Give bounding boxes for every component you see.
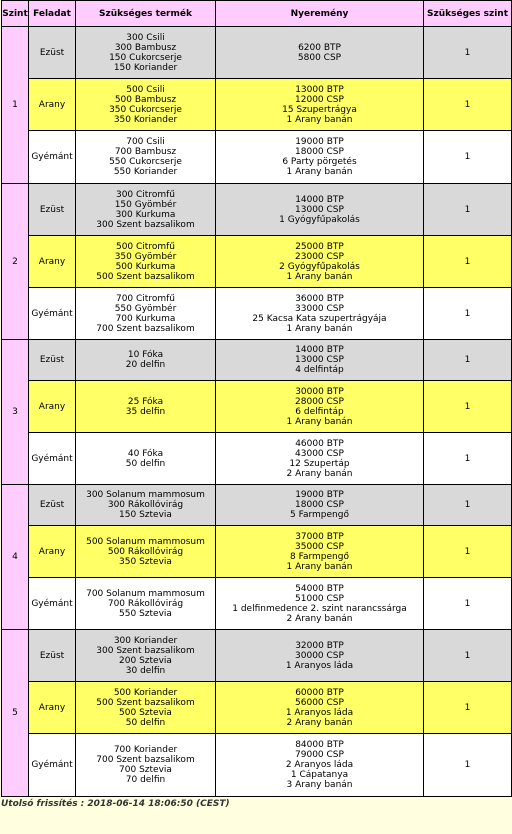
table-row	[2, 288, 512, 340]
required-product: 700 Kurkuma	[115, 313, 176, 324]
reward-item: 6 Party pörgetés	[282, 157, 357, 167]
reward-cell	[216, 526, 424, 578]
required-product: 40 Fóka	[127, 448, 164, 459]
required-product: 150 Sztevia	[119, 510, 172, 520]
reward-item: 79000 CSP	[295, 750, 344, 760]
required-product: 550 Cukorcserje	[109, 157, 182, 167]
table-row	[2, 381, 512, 433]
reward-item: 36000 BTP	[295, 293, 344, 304]
reward-item: 4 delfintáp	[295, 365, 344, 375]
reward-item: 5800 CSP	[297, 52, 342, 63]
required-product: 500 Citromfű	[115, 241, 175, 252]
required-product: 25 Fóka	[127, 396, 164, 407]
task-type-cell: Gyémánt	[29, 131, 76, 184]
reward-item: 3 Arany banán	[286, 780, 353, 790]
task-type-cell: Gyémánt	[29, 578, 76, 630]
task-type-cell: Arany	[29, 526, 76, 578]
reward-item: 1 Aranyos láda	[285, 707, 354, 718]
table-row	[2, 734, 512, 797]
table-row	[2, 27, 512, 79]
required-product: 350 Cukorcserje	[109, 104, 182, 115]
reward-cell	[216, 734, 424, 797]
reward-item: 25000 BTP	[295, 241, 344, 252]
table-row	[2, 578, 512, 630]
reward-item: 2 Arany banán	[286, 468, 353, 479]
reward-cell	[216, 340, 424, 381]
reward-item: 32000 BTP	[295, 640, 344, 651]
required-product: 500 Szent bazsalikom	[96, 271, 195, 282]
required-products-cell	[76, 288, 216, 340]
reward-item: 18000 CSP	[295, 147, 344, 157]
required-product: 70 delfin	[125, 775, 166, 785]
reward-item: 25 Kacsa Kata szupertrágyája	[252, 313, 387, 324]
task-type-cell: Ezüst	[29, 27, 76, 79]
required-product: 350 Gyömbér	[114, 251, 177, 262]
reward-cell	[216, 578, 424, 630]
required-level-cell: 1	[424, 630, 512, 682]
required-product: 300 Csili	[126, 32, 165, 43]
reward-item: 12 Szupertáp	[289, 458, 350, 469]
required-level-cell: 1	[424, 131, 512, 184]
reward-item: 56000 CSP	[295, 697, 344, 708]
task-type-cell: Arany	[29, 381, 76, 433]
required-product: 700 Csili	[126, 137, 165, 147]
reward-item: 35000 CSP	[295, 541, 344, 552]
reward-item: 33000 CSP	[295, 303, 344, 314]
reward-cell	[216, 184, 424, 236]
header-required-products: Szükséges termék	[76, 1, 216, 27]
table-row	[2, 630, 512, 682]
required-product: 20 delfin	[125, 360, 166, 370]
required-products-cell	[76, 27, 216, 79]
table-row	[2, 131, 512, 184]
required-product: 200 Sztevia	[119, 655, 172, 666]
reward-item: 46000 BTP	[295, 438, 344, 449]
required-level-cell: 1	[424, 184, 512, 236]
required-product: 300 Solanum mammosum	[86, 490, 205, 500]
required-products-cell	[76, 630, 216, 682]
required-product: 300 Rákollóvirág	[107, 500, 184, 510]
level-cell: 1	[2, 27, 29, 184]
required-level-cell: 1	[424, 288, 512, 340]
reward-item: 1 Arany banán	[286, 271, 353, 282]
table-row	[2, 526, 512, 578]
required-product: 700 Sztevia	[119, 765, 172, 775]
required-product: 350 Sztevia	[119, 556, 172, 567]
reward-item: 54000 BTP	[295, 583, 344, 594]
required-product: 550 Sztevia	[119, 608, 172, 619]
required-level-cell: 1	[424, 79, 512, 131]
required-product: 700 Koriander	[113, 745, 178, 755]
required-product: 550 Gyömbér	[114, 303, 177, 314]
reward-item: 19000 BTP	[295, 490, 344, 500]
required-product: 300 Koriander	[113, 635, 178, 646]
reward-item: 1 Arany banán	[286, 114, 353, 125]
required-products-cell	[76, 578, 216, 630]
required-level-cell: 1	[424, 381, 512, 433]
reward-item: 13000 BTP	[295, 84, 344, 95]
task-type-cell: Ezüst	[29, 485, 76, 526]
required-level-cell: 1	[424, 682, 512, 734]
required-products-cell	[76, 734, 216, 797]
quest-table	[1, 0, 512, 797]
reward-cell	[216, 236, 424, 288]
table-row	[2, 433, 512, 485]
task-type-cell: Ezüst	[29, 184, 76, 236]
task-type-cell: Gyémánt	[29, 734, 76, 797]
reward-item: 51000 CSP	[295, 593, 344, 604]
required-product: 350 Koriander	[113, 114, 178, 125]
required-products-cell	[76, 236, 216, 288]
required-level-cell: 1	[424, 734, 512, 797]
required-product: 700 Rákollóvirág	[107, 598, 184, 609]
table-row	[2, 485, 512, 526]
required-product: 300 Szent bazsalikom	[96, 645, 195, 656]
required-products-cell	[76, 79, 216, 131]
required-level-cell: 1	[424, 578, 512, 630]
required-product: 500 Szent bazsalikom	[96, 697, 195, 708]
level-cell: 2	[2, 184, 29, 340]
required-products-cell	[76, 340, 216, 381]
header-required-level: Szükséges szint	[424, 1, 512, 27]
reward-item: 2 Aranyos láda	[285, 760, 354, 770]
required-product: 150 Cukorcserje	[109, 52, 182, 63]
required-product: 300 Bambusz	[114, 42, 177, 53]
reward-item: 14000 BTP	[295, 345, 344, 355]
reward-item: 28000 CSP	[295, 396, 344, 407]
header-row	[2, 1, 512, 27]
reward-item: 30000 CSP	[295, 650, 344, 661]
task-type-cell: Ezüst	[29, 340, 76, 381]
reward-item: 1 Arany banán	[286, 323, 353, 334]
reward-item: 12000 CSP	[295, 94, 344, 105]
required-product: 300 Szent bazsalikom	[96, 219, 195, 230]
required-level-cell: 1	[424, 27, 512, 79]
reward-item: 1 Cápatanya	[290, 770, 349, 780]
required-product: 150 Gyömbér	[114, 199, 177, 210]
reward-item: 14000 BTP	[295, 194, 344, 205]
header-reward: Nyeremény	[216, 1, 424, 27]
required-level-cell: 1	[424, 433, 512, 485]
table-row	[2, 184, 512, 236]
header-level: Szint	[2, 1, 29, 27]
reward-item: 2 Arany banán	[286, 717, 353, 728]
reward-item: 6 delfintáp	[295, 406, 344, 417]
reward-item: 1 Aranyos láda	[285, 660, 354, 671]
reward-item: 19000 BTP	[295, 137, 344, 147]
task-type-cell: Arany	[29, 236, 76, 288]
reward-item: 15 Szupertrágya	[282, 104, 357, 115]
reward-item: 2 Arany banán	[286, 613, 353, 624]
required-product: 10 Fóka	[127, 350, 164, 360]
level-cell: 3	[2, 340, 29, 485]
reward-item: 1 delfinmedence 2. szint narancssárga	[232, 603, 407, 614]
required-product: 500 Solanum mammosum	[86, 536, 205, 547]
required-products-cell	[76, 131, 216, 184]
reward-item: 23000 CSP	[295, 251, 344, 262]
reward-item: 1 Arany banán	[286, 167, 353, 177]
required-product: 30 delfin	[125, 665, 166, 676]
task-type-cell: Gyémánt	[29, 288, 76, 340]
required-products-cell	[76, 184, 216, 236]
level-cell: 4	[2, 485, 29, 630]
table-row	[2, 79, 512, 131]
reward-cell	[216, 630, 424, 682]
reward-item: 13000 CSP	[295, 355, 344, 365]
required-product: 700 Citromfű	[115, 293, 175, 304]
reward-cell	[216, 27, 424, 79]
required-product: 500 Koriander	[113, 687, 178, 698]
reward-item: 37000 BTP	[295, 531, 344, 542]
required-product: 150 Koriander	[113, 62, 178, 73]
required-product: 50 delfin	[125, 717, 166, 728]
required-level-cell: 1	[424, 485, 512, 526]
task-type-cell: Arany	[29, 682, 76, 734]
reward-cell	[216, 131, 424, 184]
required-products-cell	[76, 381, 216, 433]
last-updated: Utolsó frissítés : 2018-06-14 18:06:50 (CEST)	[1, 799, 230, 809]
reward-item: 5 Farmpengő	[290, 510, 349, 520]
quest-body	[2, 27, 512, 797]
required-level-cell: 1	[424, 526, 512, 578]
reward-item: 2 Gyógyfűpakolás	[279, 261, 360, 272]
header-task: Feladat	[29, 1, 76, 27]
table-row	[2, 682, 512, 734]
table-row	[2, 340, 512, 381]
required-product: 500 Csili	[126, 84, 165, 95]
required-product: 500 Rákollóvirág	[107, 546, 184, 557]
required-product: 500 Kurkuma	[115, 261, 176, 272]
reward-item: 43000 CSP	[295, 448, 344, 459]
required-product: 700 Szent bazsalikom	[96, 323, 195, 334]
required-product: 500 Sztevia	[119, 707, 172, 718]
reward-item: 30000 BTP	[295, 386, 344, 397]
required-product: 300 Kurkuma	[115, 209, 176, 220]
required-level-cell: 1	[424, 340, 512, 381]
required-product: 700 Bambusz	[114, 147, 177, 157]
reward-cell	[216, 288, 424, 340]
reward-cell	[216, 485, 424, 526]
task-type-cell: Ezüst	[29, 630, 76, 682]
reward-item: 1 Gyógyfűpakolás	[279, 214, 360, 225]
required-product: 35 delfin	[125, 406, 166, 417]
required-product: 700 Solanum mammosum	[86, 588, 205, 599]
table-row	[2, 236, 512, 288]
task-type-cell: Arany	[29, 79, 76, 131]
required-product: 50 delfin	[125, 458, 166, 469]
reward-item: 84000 BTP	[295, 740, 344, 750]
reward-cell	[216, 433, 424, 485]
level-cell: 5	[2, 630, 29, 797]
reward-cell	[216, 682, 424, 734]
reward-item: 1 Arany banán	[286, 416, 353, 427]
required-products-cell	[76, 682, 216, 734]
reward-item: 8 Farmpengő	[290, 551, 349, 562]
reward-item: 60000 BTP	[295, 687, 344, 698]
required-products-cell	[76, 485, 216, 526]
required-product: 500 Bambusz	[114, 94, 177, 105]
required-products-cell	[76, 433, 216, 485]
required-products-cell	[76, 526, 216, 578]
reward-item: 13000 CSP	[295, 204, 344, 215]
required-product: 700 Szent bazsalikom	[96, 755, 195, 765]
required-level-cell: 1	[424, 236, 512, 288]
reward-item: 18000 CSP	[295, 500, 344, 510]
reward-item: 6200 BTP	[298, 42, 341, 53]
reward-cell	[216, 79, 424, 131]
task-type-cell: Gyémánt	[29, 433, 76, 485]
reward-item: 1 Arany banán	[286, 561, 353, 572]
reward-cell	[216, 381, 424, 433]
required-product: 550 Koriander	[113, 167, 178, 177]
required-product: 300 Citromfű	[115, 189, 175, 200]
